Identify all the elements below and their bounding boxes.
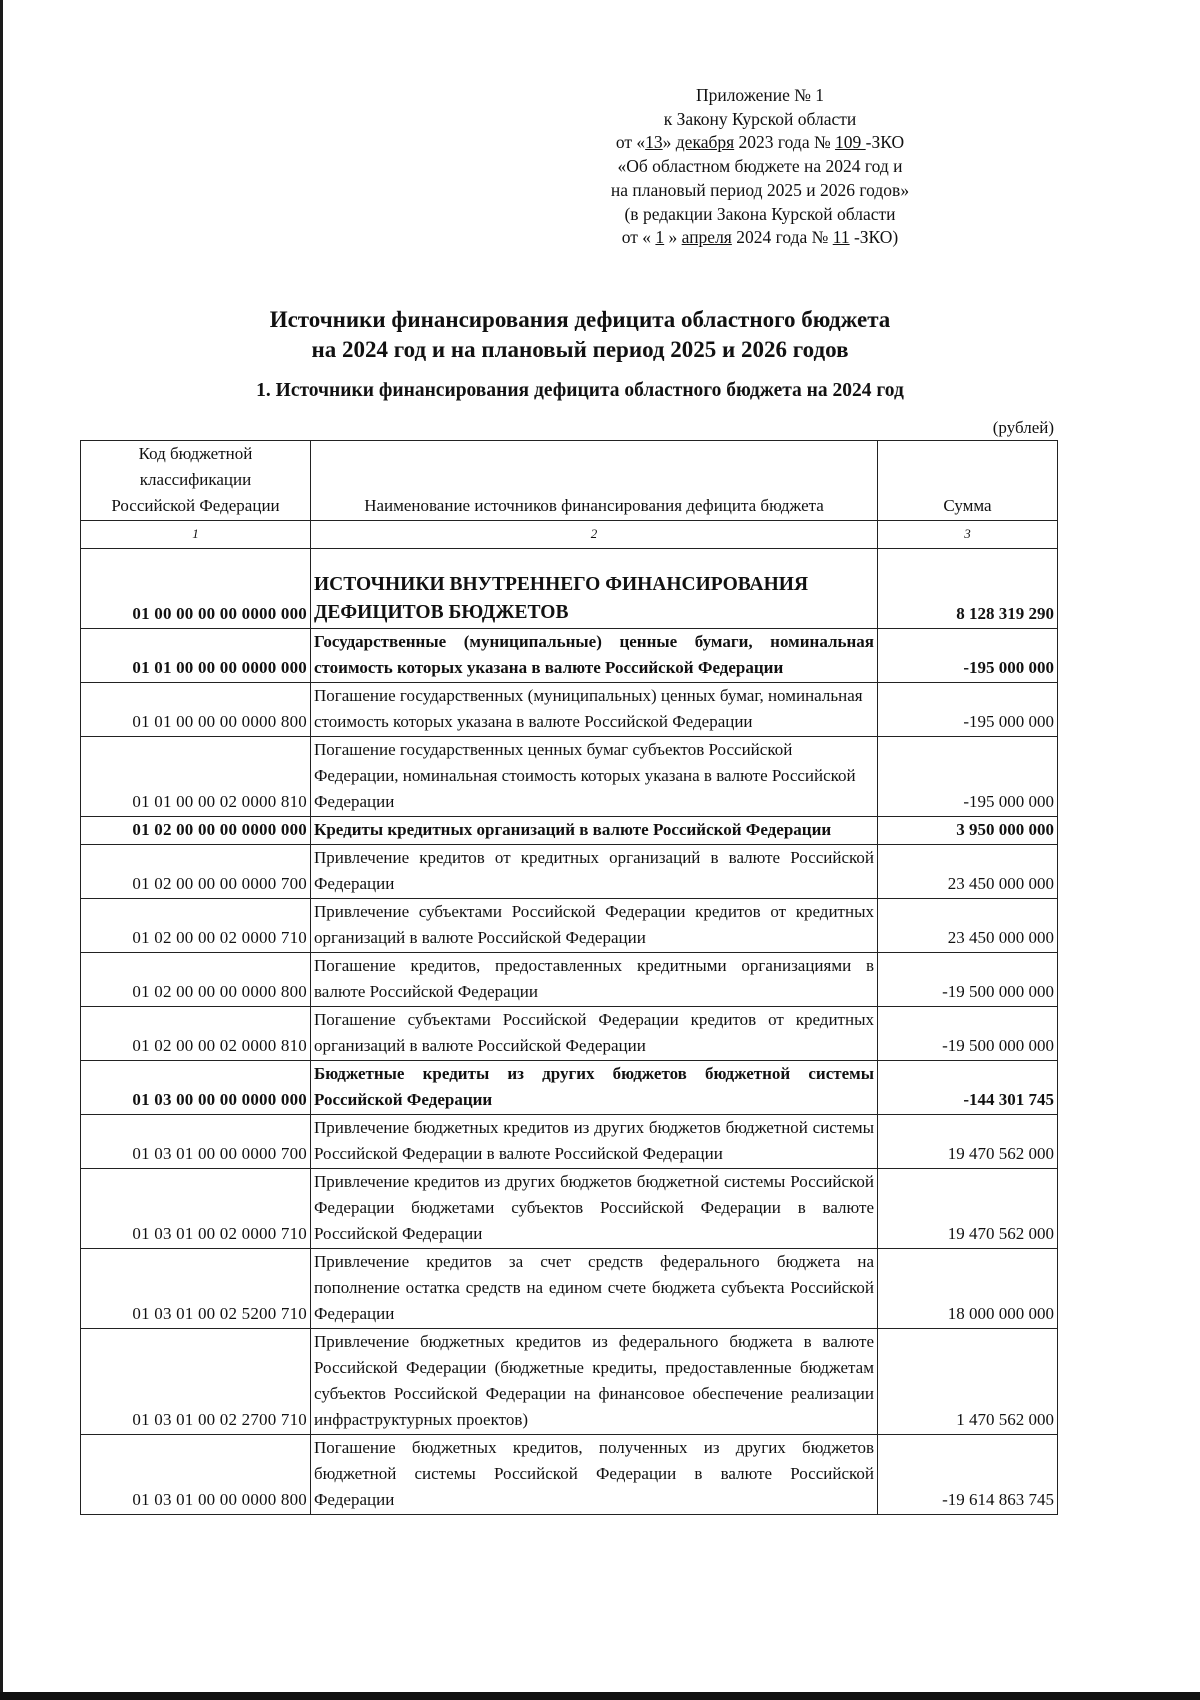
row-name: Привлечение кредитов за счет средств федерального бюджета на пополнение остатка средств на едином счете бюджета субъекта Российской Федерации (311, 1249, 878, 1329)
row-amount: -19 614 863 745 (878, 1435, 1058, 1515)
appendix-day: 13 (645, 132, 663, 153)
row-amount: 23 450 000 000 (878, 845, 1058, 899)
appendix-law-suffix: -ЗКО (865, 132, 905, 153)
row-name: Погашение бюджетных кредитов, полученных из других бюджетов бюджетной системы Российской Федерации в валюте Российской Федерации (311, 1435, 878, 1515)
amend-law-number: 11 (832, 227, 850, 248)
row-code: 01 02 00 00 00 0000 000 (81, 817, 311, 845)
table-row (81, 549, 1058, 629)
row-code: 01 03 01 00 00 0000 800 (81, 1435, 311, 1515)
row-code: 01 01 00 00 00 0000 000 (81, 629, 311, 683)
header-code (81, 441, 311, 521)
appendix-date-prefix: от « (615, 132, 646, 153)
header-code-line-1: Код бюджетной (138, 444, 253, 463)
row-name: Погашение государственных (муниципальных) ценных бумаг, номинальная стоимость которых указана в валюте Российской Федерации (311, 683, 878, 737)
row-amount: 1 470 562 000 (878, 1329, 1058, 1435)
header-amount: Сумма (878, 441, 1058, 521)
table-row (81, 845, 1058, 899)
row-code: 01 01 00 00 02 0000 810 (81, 737, 311, 817)
column-number-1: 1 (81, 521, 311, 549)
table-row (81, 1061, 1058, 1115)
table-row (81, 953, 1058, 1007)
table-row (81, 683, 1058, 737)
row-amount: 19 470 562 000 (878, 1169, 1058, 1249)
table-row (81, 899, 1058, 953)
section-title: 1. Источники финансирования дефицита областного бюджета на 2024 год (256, 380, 904, 401)
amend-law-suffix: -ЗКО) (849, 227, 899, 248)
row-amount: -195 000 000 (878, 683, 1058, 737)
appendix-date-mid: » (662, 132, 676, 153)
row-amount: 8 128 319 290 (878, 549, 1058, 629)
row-code: 01 02 00 00 00 0000 700 (81, 845, 311, 899)
row-amount: 23 450 000 000 (878, 899, 1058, 953)
column-number-row (81, 521, 1058, 549)
amend-month: апреля (681, 227, 732, 248)
table-row (81, 737, 1058, 817)
appendix-header (540, 84, 980, 250)
row-code: 01 01 00 00 00 0000 800 (81, 683, 311, 737)
row-name: Кредиты кредитных организаций в валюте Российской Федерации (311, 817, 878, 845)
document-title-line-1: Источники финансирования дефицита областного бюджета (269, 307, 891, 332)
appendix-year: 2023 года № (734, 132, 836, 153)
row-amount: 3 950 000 000 (878, 817, 1058, 845)
appendix-line-6: (в редакции Закона Курской области (624, 203, 896, 224)
row-name: Погашение государственных ценных бумаг субъектов Российской Федерации, номинальная стоимость которых указана в валюте Российской Федерации (311, 737, 878, 817)
table-row (81, 1169, 1058, 1249)
row-name: Погашение субъектами Российской Федерации кредитов от кредитных организаций в валюте Российской Федерации (311, 1007, 878, 1061)
appendix-line-1: Приложение № 1 (695, 85, 825, 105)
appendix-line-2: к Закону Курской области (663, 108, 857, 129)
units-label: (рублей) (992, 418, 1054, 437)
row-code: 01 00 00 00 00 0000 000 (81, 549, 311, 629)
table-row (81, 1329, 1058, 1435)
row-amount: -19 500 000 000 (878, 953, 1058, 1007)
header-name: Наименование источников финансирования дефицита бюджета (311, 441, 878, 521)
sources-table (80, 440, 1058, 1515)
table-row (81, 1007, 1058, 1061)
row-code: 01 03 01 00 02 0000 710 (81, 1169, 311, 1249)
row-name: ИСТОЧНИКИ ВНУТРЕННЕГО ФИНАНСИРОВАНИЯ ДЕФИЦИТОВ БЮДЖЕТОВ (311, 549, 878, 629)
appendix-line-7 (540, 226, 980, 250)
row-amount: -19 500 000 000 (878, 1007, 1058, 1061)
row-code: 01 02 00 00 00 0000 800 (81, 953, 311, 1007)
row-amount: -144 301 745 (878, 1061, 1058, 1115)
document-title-line-2: на 2024 год и на плановый период 2025 и 2026 годов (311, 337, 849, 362)
appendix-law-number: 109 (835, 132, 866, 153)
table-row (81, 1435, 1058, 1515)
table-row (81, 1249, 1058, 1329)
appendix-month: декабря (675, 132, 735, 153)
row-code: 01 03 01 00 00 0000 700 (81, 1115, 311, 1169)
header-code-line-3: Российской Федерации (111, 496, 280, 515)
scan-edge-left (0, 0, 3, 1700)
table-row (81, 817, 1058, 845)
row-code: 01 02 00 00 02 0000 710 (81, 899, 311, 953)
row-code: 01 03 00 00 00 0000 000 (81, 1061, 311, 1115)
row-name: Привлечение субъектами Российской Федерации кредитов от кредитных организаций в валюте Российской Федерации (311, 899, 878, 953)
row-name: Привлечение кредитов из других бюджетов бюджетной системы Российской Федерации бюджетами субъектов Российской Федерации в валюте Российской Федерации (311, 1169, 878, 1249)
row-name: Государственные (муниципальные) ценные бумаги, номинальная стоимость которых указана в валюте Российской Федерации (311, 629, 878, 683)
table-header-row (81, 441, 1058, 521)
row-amount: -195 000 000 (878, 737, 1058, 817)
appendix-line-5: на плановый период 2025 и 2026 годов» (610, 179, 910, 200)
row-code: 01 03 01 00 02 2700 710 (81, 1329, 311, 1435)
appendix-line-3 (540, 131, 980, 155)
amend-date-mid: » (664, 227, 682, 248)
row-name: Бюджетные кредиты из других бюджетов бюджетной системы Российской Федерации (311, 1061, 878, 1115)
table-row (81, 629, 1058, 683)
header-code-line-2: классификации (139, 470, 252, 489)
row-name: Погашение кредитов, предоставленных кредитными организациями в валюте Российской Федерации (311, 953, 878, 1007)
row-amount: 18 000 000 000 (878, 1249, 1058, 1329)
appendix-line-4: «Об областном бюджете на 2024 год и (617, 156, 903, 177)
row-amount: -195 000 000 (878, 629, 1058, 683)
column-number-3: 3 (878, 521, 1058, 549)
document-title (80, 305, 1080, 365)
row-code: 01 02 00 00 02 0000 810 (81, 1007, 311, 1061)
table-row (81, 1115, 1058, 1169)
row-amount: 19 470 562 000 (878, 1115, 1058, 1169)
row-name: Привлечение кредитов от кредитных организаций в валюте Российской Федерации (311, 845, 878, 899)
row-name: Привлечение бюджетных кредитов из федерального бюджета в валюте Российской Федерации (бюджетные кредиты, предоставленные бюджетам субъектов Российской Федерации на финансовое обеспечение реализации инфраструктурных проектов) (311, 1329, 878, 1435)
amend-year: 2024 года № (731, 227, 833, 248)
amend-day: 1 (655, 227, 665, 248)
row-code: 01 03 01 00 02 5200 710 (81, 1249, 311, 1329)
amend-date-prefix: от « (621, 227, 656, 248)
row-name: Привлечение бюджетных кредитов из других бюджетов бюджетной системы Российской Федерации в валюте Российской Федерации (311, 1115, 878, 1169)
column-number-2: 2 (311, 521, 878, 549)
scan-edge-bottom (0, 1692, 1200, 1700)
